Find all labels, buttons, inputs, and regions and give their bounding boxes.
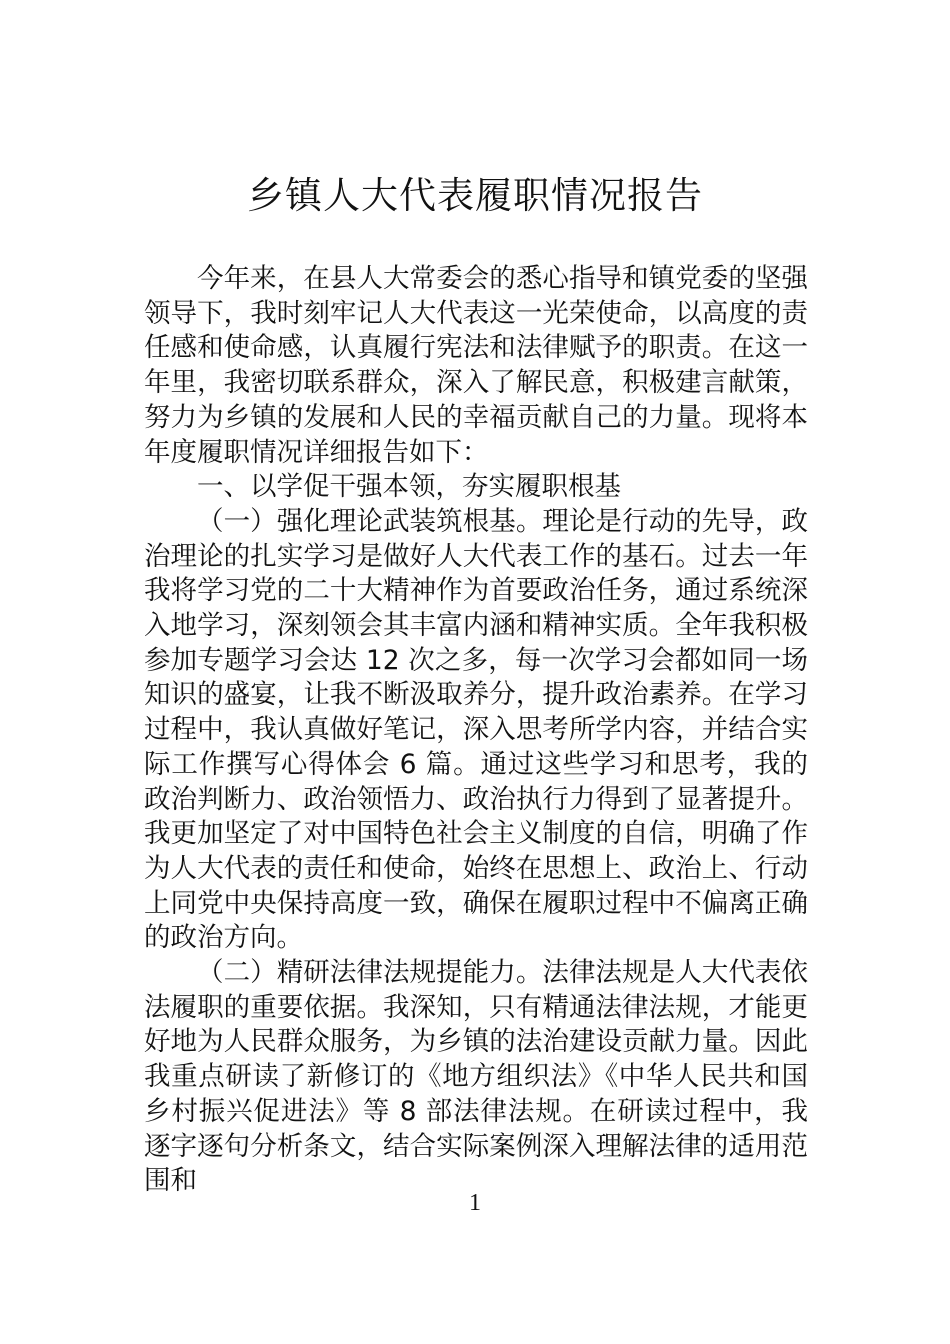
- subsection-paragraph-1: （一）强化理论武装筑根基。理论是行动的先导，政治理论的扎实学习是做好人大代表工作的基石。过去一年我将学习党的二十大精神作为首要政治任务，通过系统深入地学习，深刻领会其丰富内涵和精神实质。全年我积极参加专题学习会达 12 次之多，每一次学习会都如同一场知识的盛宴，让我不断汲取养分，提升政治素养。在学习过程中，我认真做好笔记，深入思考所学内容，并结合实际工作撰写心得体会 6 篇。通过这些学习和思考，我的政治判断力、政治领悟力、政治执行力得到了显著提升。我更加坚定了对中国特色社会主义制度的自信，明确了作为人大代表的责任和使命，始终在思想上、政治上、行动上同党中央保持高度一致，确保在履职过程中不偏离正确的政治方向。: [144, 505, 808, 954]
- intro-paragraph: 今年来，在县人大常委会的悉心指导和镇党委的坚强领导下，我时刻牢记人大代表这一光荣使命，以高度的责任感和使命感，认真履行宪法和法律赋予的职责。在这一年里，我密切联系群众，深入了解民意，积极建言献策，努力为乡镇的发展和人民的幸福贡献自己的力量。现将本年度履职情况详细报告如下：: [144, 263, 808, 468]
- subsection-paragraph-2: （二）精研法律法规提能力。法律法规是人大代表依法履职的重要依据。我深知，只有精通法律法规，才能更好地为人民群众服务，为乡镇的法治建设贡献力量。因此我重点研读了新修订的《地方组织法》《中华人民共和国乡村振兴促进法》等 8 部法律法规。在研读过程中，我逐字逐句分析条文，结合实际案例深入理解法律的适用范围和: [144, 957, 808, 1197]
- document-body: [144, 262, 808, 1199]
- document-title: 乡镇人大代表履职情况报告: [247, 174, 703, 217]
- section-heading-1: 一、以学促干强本领，夯实履职根基: [197, 471, 621, 503]
- page-number: 1: [469, 1190, 481, 1216]
